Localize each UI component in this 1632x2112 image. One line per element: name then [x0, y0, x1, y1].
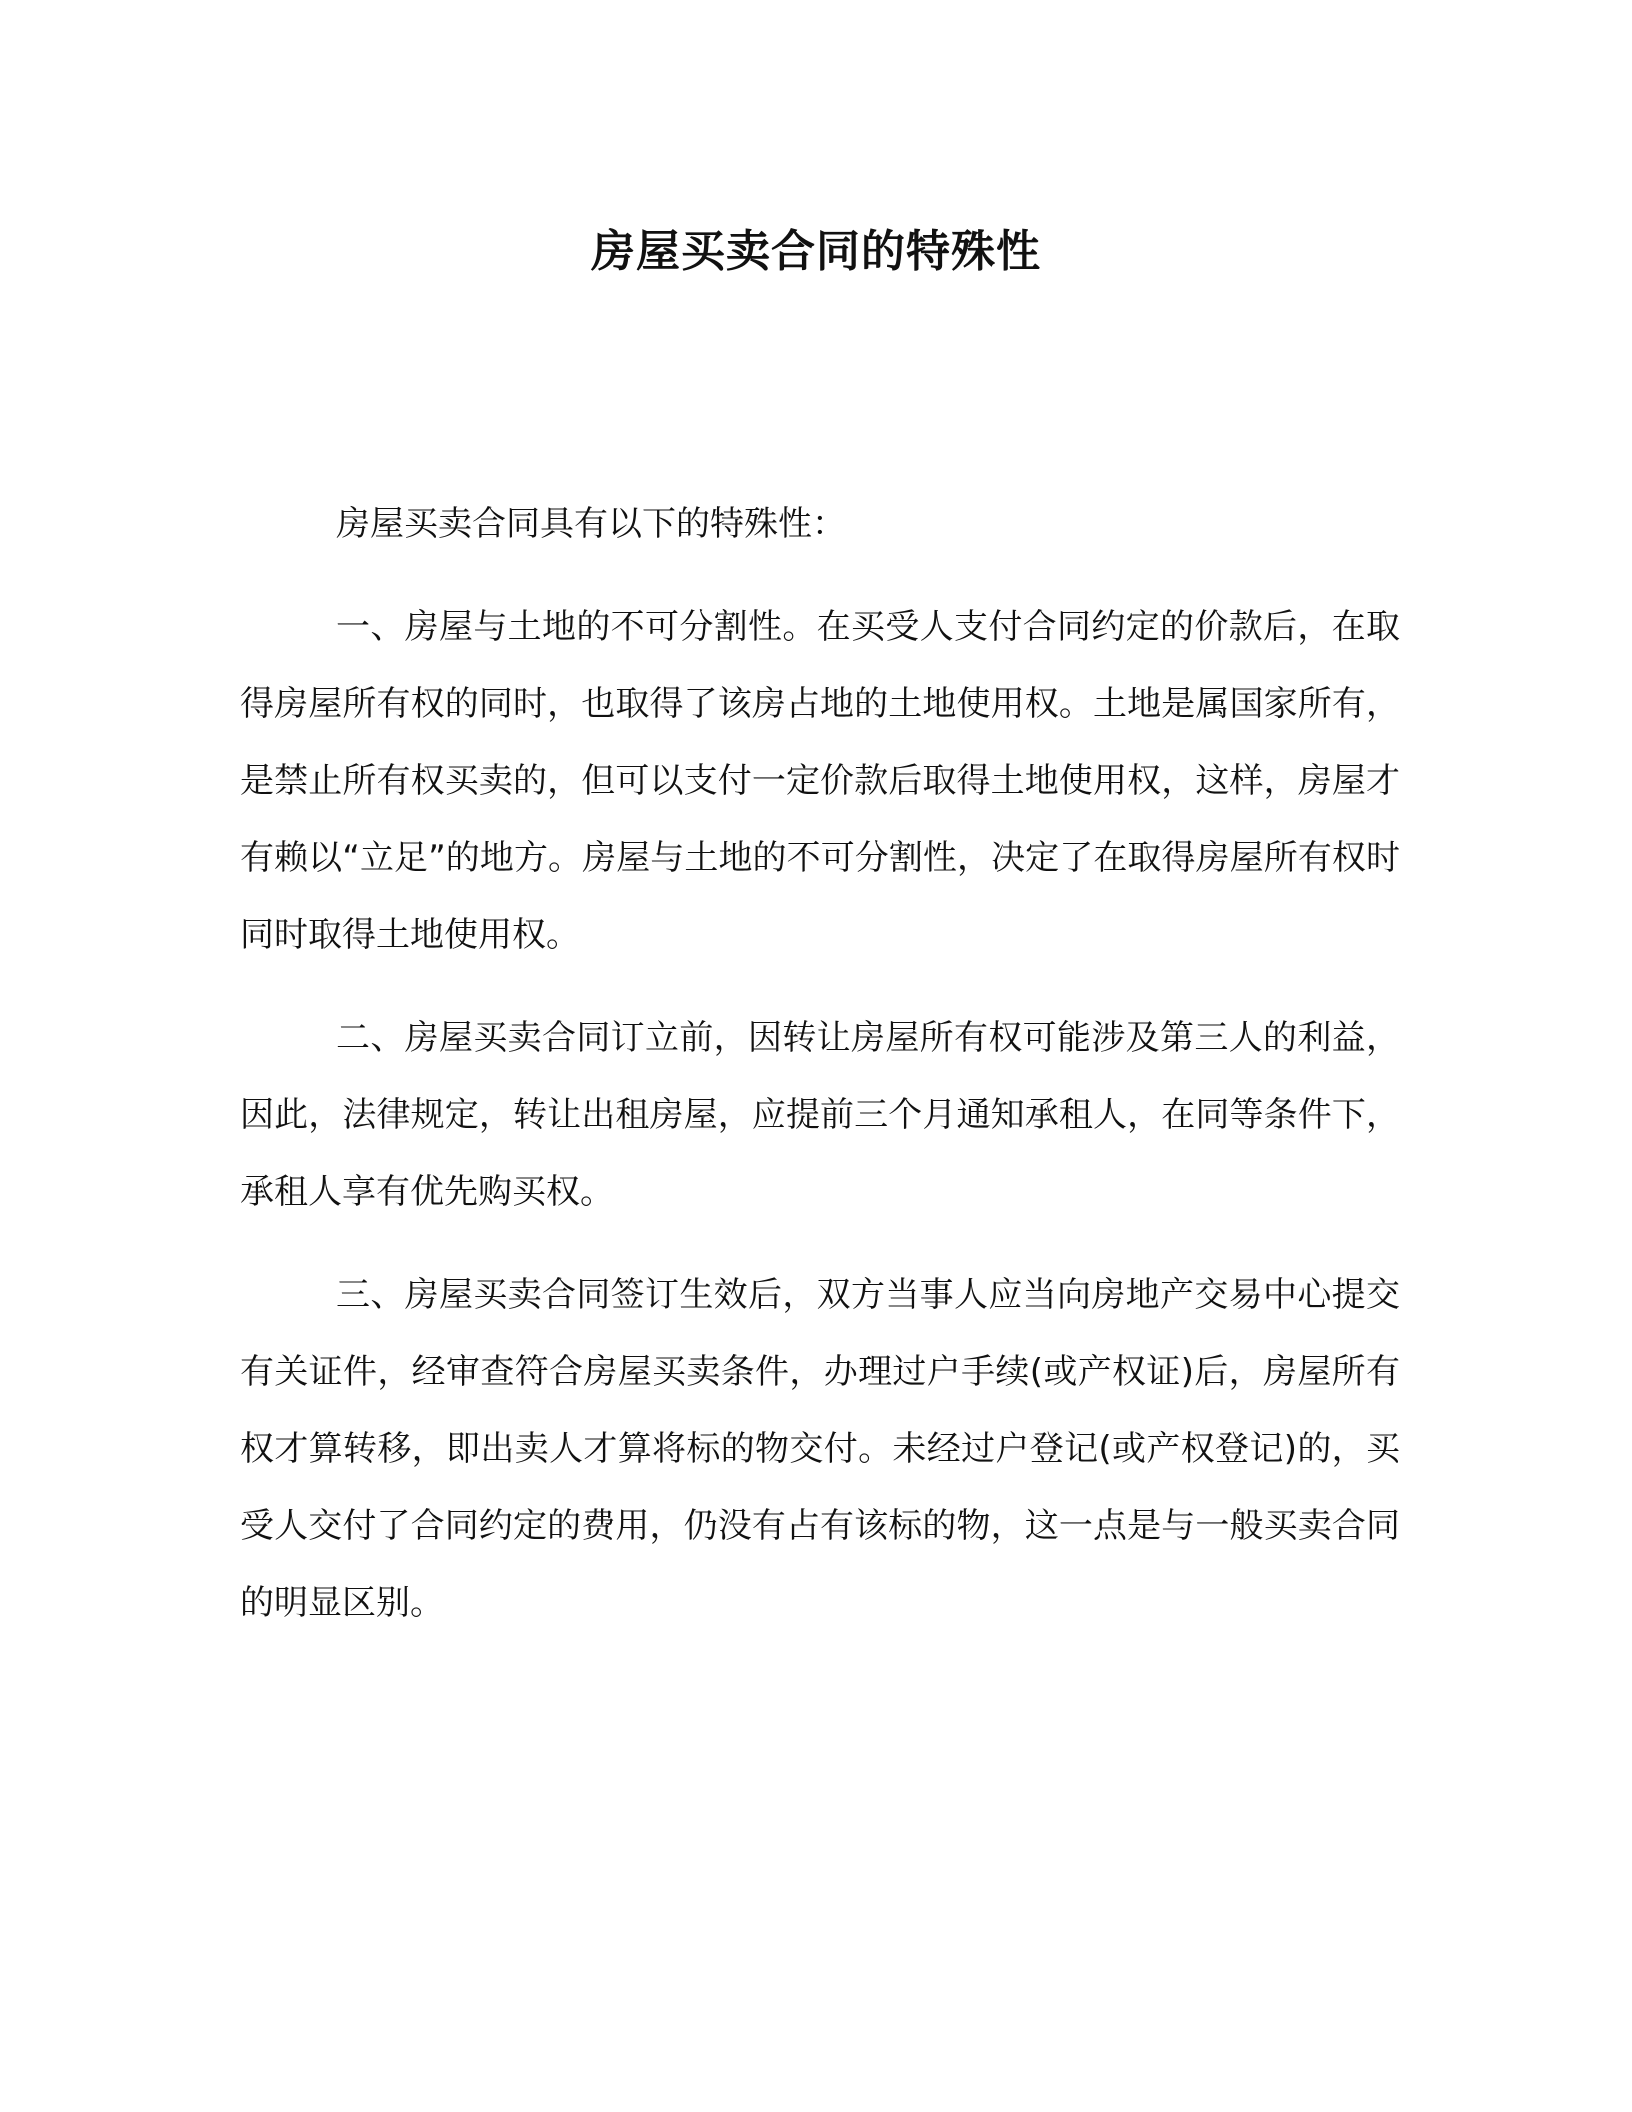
document-title: 房屋买卖合同的特殊性 [591, 226, 1041, 277]
document-body [240, 486, 1400, 1642]
paragraph-point-3: 三、房屋买卖合同签订生效后，双方当事人应当向房地产交易中心提交有关证件，经审查符合房屋买卖条件，办理过户手续(或产权证)后，房屋所有权才算转移，即出卖人才算将标的物交付。未经过户登记(或产权登记)的，买受人交付了合同约定的费用，仍没有占有该标的物，这一点是与一般买卖合同的明显区别。 [240, 1275, 1400, 1623]
paragraph-intro: 房屋买卖合同具有以下的特殊性： [336, 504, 846, 544]
paragraph-point-2: 二、房屋买卖合同订立前，因转让房屋所有权可能涉及第三人的利益，因此，法律规定，转让出租房屋，应提前三个月通知承租人，在同等条件下，承租人享有优先购买权。 [240, 1018, 1400, 1212]
paragraph-point-1: 一、房屋与土地的不可分割性。在买受人支付合同约定的价款后，在取得房屋所有权的同时，也取得了该房占地的土地使用权。土地是属国家所有，是禁止所有权买卖的，但可以支付一定价款后取得土地使用权，这样，房屋才有赖以“立足”的地方。房屋与土地的不可分割性，决定了在取得房屋所有权时同时取得土地使用权。 [240, 607, 1400, 955]
